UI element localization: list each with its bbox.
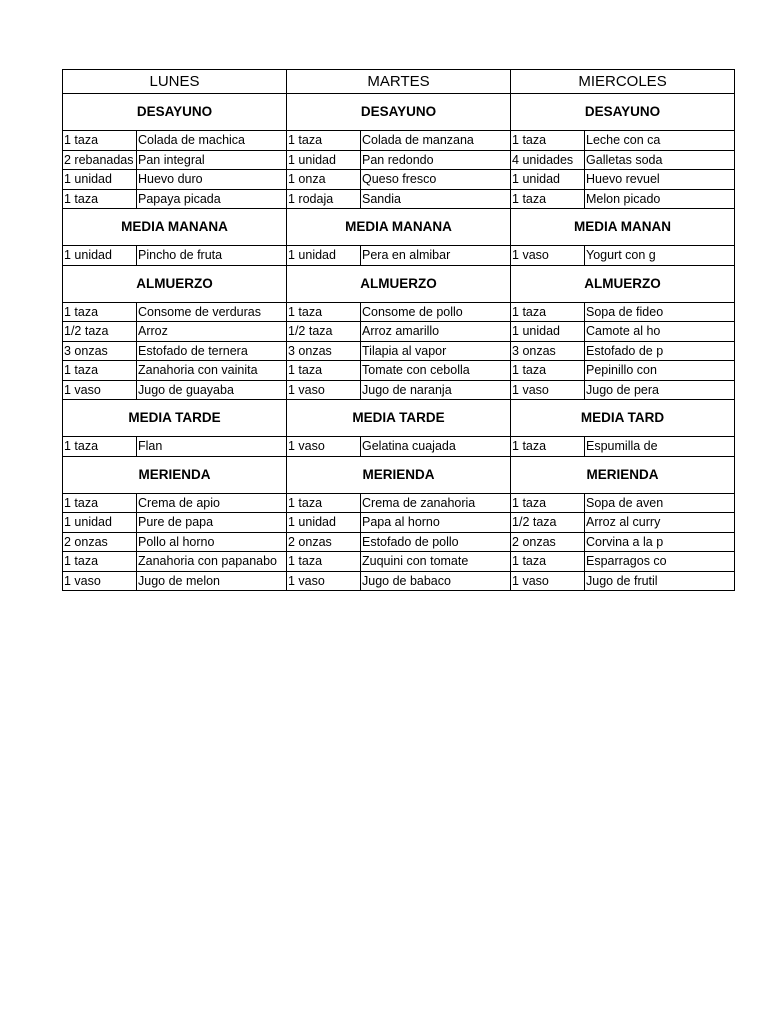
table-row — [63, 150, 735, 170]
meal-header: ALMUERZO — [511, 265, 735, 302]
food-cell: Jugo de guayaba — [137, 380, 287, 400]
food-cell: Arroz amarillo — [361, 322, 511, 342]
quantity-cell: 1 unidad — [287, 150, 361, 170]
table-row — [63, 493, 735, 513]
meal-header-row — [63, 209, 735, 246]
quantity-cell: 4 unidades — [511, 150, 585, 170]
food-cell: Estofado de p — [585, 341, 735, 361]
food-cell: Zanahoria con papanabo — [137, 552, 287, 572]
quantity-cell: 3 onzas — [63, 341, 137, 361]
quantity-cell: 1 vaso — [63, 571, 137, 591]
table-row — [63, 246, 735, 266]
food-cell: Flan — [137, 437, 287, 457]
food-cell: Galletas soda — [585, 150, 735, 170]
meal-header-row — [63, 400, 735, 437]
day-header: LUNES — [63, 70, 287, 94]
food-cell: Corvina a la p — [585, 532, 735, 552]
weekly-menu-table — [62, 69, 735, 591]
food-cell: Estofado de pollo — [361, 532, 511, 552]
food-cell: Pan integral — [137, 150, 287, 170]
food-cell: Consome de pollo — [361, 302, 511, 322]
table-row — [63, 361, 735, 381]
food-cell: Pollo al horno — [137, 532, 287, 552]
meal-header: MERIENDA — [287, 456, 511, 493]
food-cell: Consome de verduras — [137, 302, 287, 322]
table-row — [63, 437, 735, 457]
table-row — [63, 513, 735, 533]
food-cell: Pepinillo con — [585, 361, 735, 381]
meal-header: MEDIA TARDE — [63, 400, 287, 437]
food-cell: Jugo de naranja — [361, 380, 511, 400]
table-row — [63, 532, 735, 552]
food-cell: Zanahoria con vainita — [137, 361, 287, 381]
quantity-cell: 3 onzas — [287, 341, 361, 361]
table-row — [63, 552, 735, 572]
food-cell: Pure de papa — [137, 513, 287, 533]
meal-header-row — [63, 456, 735, 493]
food-cell: Papa al horno — [361, 513, 511, 533]
quantity-cell: 1 taza — [287, 302, 361, 322]
quantity-cell: 1/2 taza — [63, 322, 137, 342]
food-cell: Crema de apio — [137, 493, 287, 513]
quantity-cell: 1 onza — [287, 170, 361, 190]
quantity-cell: 1 unidad — [287, 246, 361, 266]
quantity-cell: 1 vaso — [511, 380, 585, 400]
food-cell: Leche con ca — [585, 131, 735, 151]
quantity-cell: 1 taza — [511, 131, 585, 151]
quantity-cell: 1 vaso — [287, 571, 361, 591]
quantity-cell: 1 taza — [511, 552, 585, 572]
meal-header: ALMUERZO — [63, 265, 287, 302]
food-cell: Yogurt con g — [585, 246, 735, 266]
food-cell: Pan redondo — [361, 150, 511, 170]
food-cell: Gelatina cuajada — [361, 437, 511, 457]
food-cell: Pera en almibar — [361, 246, 511, 266]
meal-header: MEDIA MANANA — [287, 209, 511, 246]
food-cell: Colada de machica — [137, 131, 287, 151]
table-row — [63, 341, 735, 361]
food-cell: Jugo de melon — [137, 571, 287, 591]
quantity-cell: 1 unidad — [63, 246, 137, 266]
meal-header: MEDIA TARDE — [287, 400, 511, 437]
quantity-cell: 1 unidad — [63, 170, 137, 190]
quantity-cell: 1 taza — [287, 552, 361, 572]
meal-header-row — [63, 265, 735, 302]
meal-header: MERIENDA — [63, 456, 287, 493]
food-cell: Tilapia al vapor — [361, 341, 511, 361]
food-cell: Huevo revuel — [585, 170, 735, 190]
meal-header: DESAYUNO — [63, 94, 287, 131]
quantity-cell: 1 rodaja — [287, 189, 361, 209]
quantity-cell: 1 taza — [63, 131, 137, 151]
quantity-cell: 1 taza — [63, 361, 137, 381]
meal-header: MEDIA TARD — [511, 400, 735, 437]
meal-header-row — [63, 94, 735, 131]
food-cell: Jugo de babaco — [361, 571, 511, 591]
quantity-cell: 1 taza — [511, 302, 585, 322]
quantity-cell: 1 taza — [511, 493, 585, 513]
quantity-cell: 2 onzas — [287, 532, 361, 552]
table-row — [63, 189, 735, 209]
meal-header: MEDIA MANANA — [63, 209, 287, 246]
table-row — [63, 322, 735, 342]
meal-header: MERIENDA — [511, 456, 735, 493]
quantity-cell: 1 taza — [63, 437, 137, 457]
food-cell: Arroz — [137, 322, 287, 342]
food-cell: Huevo duro — [137, 170, 287, 190]
quantity-cell: 1 vaso — [511, 571, 585, 591]
food-cell: Arroz al curry — [585, 513, 735, 533]
quantity-cell: 1 taza — [511, 437, 585, 457]
food-cell: Pincho de fruta — [137, 246, 287, 266]
quantity-cell: 3 onzas — [511, 341, 585, 361]
spreadsheet-viewport — [62, 69, 672, 609]
table-row — [63, 170, 735, 190]
table-row — [63, 380, 735, 400]
food-cell: Jugo de pera — [585, 380, 735, 400]
quantity-cell: 1 taza — [63, 302, 137, 322]
meal-header: DESAYUNO — [287, 94, 511, 131]
quantity-cell: 1 vaso — [63, 380, 137, 400]
quantity-cell: 1 unidad — [511, 322, 585, 342]
quantity-cell: 1 unidad — [287, 513, 361, 533]
food-cell: Jugo de frutil — [585, 571, 735, 591]
quantity-cell: 1 taza — [511, 361, 585, 381]
food-cell: Melon picado — [585, 189, 735, 209]
quantity-cell: 1 unidad — [63, 513, 137, 533]
table-row — [63, 302, 735, 322]
day-header: MIERCOLES — [511, 70, 735, 94]
meal-header: ALMUERZO — [287, 265, 511, 302]
food-cell: Esparragos co — [585, 552, 735, 572]
quantity-cell: 1/2 taza — [287, 322, 361, 342]
quantity-cell: 1 taza — [63, 552, 137, 572]
meal-header: DESAYUNO — [511, 94, 735, 131]
quantity-cell: 1 taza — [287, 493, 361, 513]
quantity-cell: 2 onzas — [63, 532, 137, 552]
food-cell: Camote al ho — [585, 322, 735, 342]
food-cell: Zuquini con tomate — [361, 552, 511, 572]
quantity-cell: 1 taza — [511, 189, 585, 209]
quantity-cell: 2 rebanadas — [63, 150, 137, 170]
food-cell: Crema de zanahoria — [361, 493, 511, 513]
food-cell: Colada de manzana — [361, 131, 511, 151]
food-cell: Tomate con cebolla — [361, 361, 511, 381]
meal-header: MEDIA MANAN — [511, 209, 735, 246]
quantity-cell: 1 taza — [287, 361, 361, 381]
table-row — [63, 131, 735, 151]
quantity-cell: 1 unidad — [511, 170, 585, 190]
day-header: MARTES — [287, 70, 511, 94]
table-row — [63, 571, 735, 591]
quantity-cell: 1/2 taza — [511, 513, 585, 533]
quantity-cell: 1 taza — [287, 131, 361, 151]
food-cell: Sandia — [361, 189, 511, 209]
quantity-cell: 1 taza — [63, 493, 137, 513]
quantity-cell: 2 onzas — [511, 532, 585, 552]
food-cell: Queso fresco — [361, 170, 511, 190]
food-cell: Sopa de fideo — [585, 302, 735, 322]
quantity-cell: 1 vaso — [287, 380, 361, 400]
quantity-cell: 1 vaso — [511, 246, 585, 266]
food-cell: Papaya picada — [137, 189, 287, 209]
food-cell: Estofado de ternera — [137, 341, 287, 361]
quantity-cell: 1 vaso — [287, 437, 361, 457]
quantity-cell: 1 taza — [63, 189, 137, 209]
food-cell: Sopa de aven — [585, 493, 735, 513]
food-cell: Espumilla de — [585, 437, 735, 457]
day-header-row — [63, 70, 735, 94]
